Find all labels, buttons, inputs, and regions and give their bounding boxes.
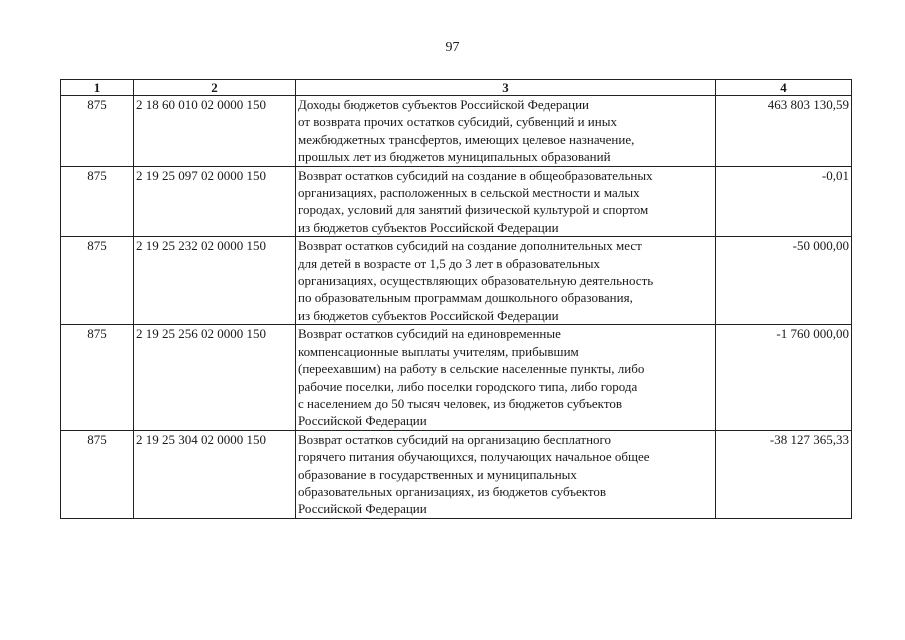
description-line: компенсационные выплаты учителям, прибывшим (298, 343, 579, 359)
description-line: образовательных организациях, из бюджетов субъектов (298, 483, 607, 499)
column-header-4: 4 (716, 80, 852, 96)
description-line: с населением до 50 тысяч человек, из бюджетов субъектов (298, 395, 622, 411)
budget-table (60, 79, 852, 519)
description-line: от возврата прочих остатков субсидий, субвенций и иных (298, 114, 617, 130)
amount-cell: -0,01 (716, 166, 852, 237)
admin-code-cell: 875 (61, 96, 134, 167)
admin-code-cell: 875 (61, 237, 134, 325)
description-line: рабочие поселки, либо поселки городского типа, либо города (298, 378, 638, 394)
column-header-3: 3 (296, 80, 716, 96)
description-line: организациях, расположенных в сельской местности и малых (298, 185, 640, 201)
description-line: Возврат остатков субсидий на создание в общеобразовательных (298, 167, 653, 183)
table-row (61, 96, 852, 167)
description-line: (переехавшим) на работу в сельские населенные пункты, либо (298, 361, 645, 377)
description-cell (296, 96, 716, 167)
admin-code-cell: 875 (61, 166, 134, 237)
description-line: межбюджетных трансфертов, имеющих целевое назначение, (298, 131, 635, 147)
description-cell (296, 237, 716, 325)
description-line: для детей в возрасте от 1,5 до 3 лет в образовательных (298, 255, 601, 271)
budget-code-cell: 2 18 60 010 02 0000 150 (134, 96, 296, 167)
description-line: по образовательным программам дошкольного образования, (298, 290, 633, 306)
description-line: образование в государственных и муниципальных (298, 466, 577, 482)
description-line: горячего питания обучающихся, получающих начальное общее (298, 449, 650, 465)
amount-cell: -1 760 000,00 (716, 325, 852, 430)
table-row (61, 325, 852, 430)
table-row (61, 166, 852, 237)
description-line: из бюджетов субъектов Российской Федерации (298, 219, 559, 235)
description-line: Российской Федерации (298, 501, 427, 517)
column-header-1: 1 (61, 80, 134, 96)
column-header-2: 2 (134, 80, 296, 96)
budget-code-cell: 2 19 25 256 02 0000 150 (134, 325, 296, 430)
description-line: Возврат остатков субсидий на единовременные (298, 326, 561, 342)
admin-code-cell: 875 (61, 325, 134, 430)
description-line: Возврат остатков субсидий на организацию бесплатного (298, 431, 612, 447)
description-line: Доходы бюджетов субъектов Российской Федерации (298, 97, 589, 112)
table-body (61, 96, 852, 519)
description-line: Российской Федерации (298, 413, 427, 429)
amount-cell: -38 127 365,33 (716, 430, 852, 518)
budget-code-cell: 2 19 25 304 02 0000 150 (134, 430, 296, 518)
description-line: организациях, осуществляющих образовательную деятельность (298, 273, 654, 289)
amount-cell: 463 803 130,59 (716, 96, 852, 167)
budget-code-cell: 2 19 25 097 02 0000 150 (134, 166, 296, 237)
table-row (61, 237, 852, 325)
table-row (61, 430, 852, 518)
description-line: прошлых лет из бюджетов муниципальных образований (298, 149, 611, 165)
description-line: из бюджетов субъектов Российской Федерации (298, 307, 559, 323)
amount-cell: -50 000,00 (716, 237, 852, 325)
budget-code-cell: 2 19 25 232 02 0000 150 (134, 237, 296, 325)
description-line: городах, условий для занятий физической культурой и спортом (298, 202, 649, 218)
description-cell (296, 325, 716, 430)
table-header-row (61, 80, 852, 96)
description-cell (296, 166, 716, 237)
description-cell (296, 430, 716, 518)
admin-code-cell: 875 (61, 430, 134, 518)
page-number: 97 (445, 40, 460, 55)
description-line: Возврат остатков субсидий на создание дополнительных мест (298, 238, 642, 254)
